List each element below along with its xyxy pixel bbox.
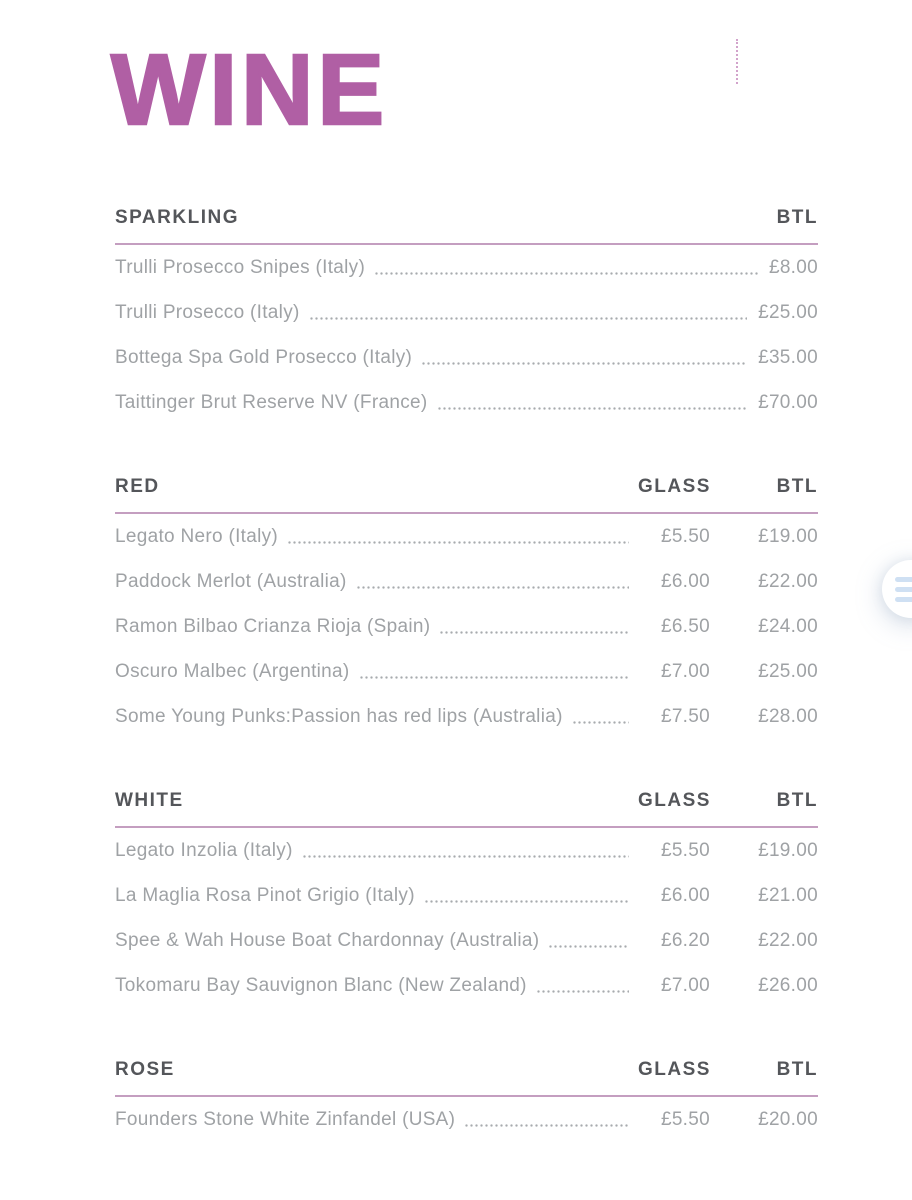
item-name: Trulli Prosecco Snipes (Italy) [115, 256, 366, 278]
menu-section-sparkling [115, 206, 818, 425]
column-header-btl: BTL [776, 1059, 818, 1080]
menu-item-row [115, 918, 818, 963]
menu-item-row [115, 1097, 818, 1142]
dotted-leader [356, 586, 629, 589]
section-header [115, 1058, 818, 1082]
item-name: Tokomaru Bay Sauvignon Blanc (New Zealand) [115, 974, 527, 996]
menu-item-row [115, 245, 818, 290]
menu-item-row [115, 963, 818, 1008]
dotted-leader [437, 407, 748, 410]
item-price-btl: £21.00 [758, 884, 818, 906]
item-price-btl: £22.00 [758, 570, 818, 592]
item-name: Paddock Merlot (Australia) [115, 570, 347, 592]
item-name: Bottega Spa Gold Prosecco (Italy) [115, 346, 413, 368]
section-title: SPARKLING [115, 207, 239, 228]
hamburger-bar [895, 597, 912, 602]
menu-content [111, 0, 818, 1142]
menu-sections [115, 206, 818, 1142]
item-price-glass: £7.00 [660, 974, 710, 996]
dotted-leader [309, 317, 747, 320]
dotted-leader [302, 855, 629, 858]
dotted-leader [464, 1124, 629, 1127]
item-name: Legato Inzolia (Italy) [115, 839, 293, 861]
dotted-leader [287, 541, 629, 544]
item-name: Trulli Prosecco (Italy) [115, 301, 300, 323]
item-name: Legato Nero (Italy) [115, 525, 279, 547]
column-header-glass: GLASS [638, 790, 711, 811]
dotted-leader [421, 362, 747, 365]
item-price-btl: £25.00 [758, 301, 818, 323]
item-name: Ramon Bilbao Crianza Rioja (Spain) [115, 615, 431, 637]
item-price-glass: £6.00 [660, 570, 710, 592]
item-price-btl: £22.00 [758, 929, 818, 951]
item-price-glass: £5.50 [660, 839, 710, 861]
item-name: La Maglia Rosa Pinot Grigio (Italy) [115, 884, 415, 906]
hamburger-bar [895, 587, 912, 592]
item-price-glass: £5.50 [660, 525, 710, 547]
page-title: WINE [111, 34, 389, 146]
column-header-btl: BTL [776, 207, 818, 228]
section-header [115, 206, 818, 230]
item-price-btl: £20.00 [758, 1108, 818, 1130]
section-title: WHITE [115, 790, 184, 811]
dotted-leader [572, 721, 629, 724]
item-price-btl: £26.00 [758, 974, 818, 996]
section-title: RED [115, 476, 160, 497]
item-price-glass: £6.00 [660, 884, 710, 906]
menu-item-row [115, 604, 818, 649]
item-price-btl: £70.00 [758, 391, 818, 413]
menu-section-white [115, 789, 818, 1008]
item-price-btl: £35.00 [758, 346, 818, 368]
menu-item-row [115, 828, 818, 873]
item-price-glass: £7.50 [660, 705, 710, 727]
menu-item-row [115, 514, 818, 559]
item-price-glass: £7.00 [660, 660, 710, 682]
item-price-btl: £24.00 [758, 615, 818, 637]
item-name: Taittinger Brut Reserve NV (France) [115, 391, 428, 413]
section-header [115, 475, 818, 499]
menu-item-row [115, 559, 818, 604]
item-price-btl: £19.00 [758, 525, 818, 547]
item-name: Founders Stone White Zinfandel (USA) [115, 1108, 456, 1130]
menu-item-row [115, 873, 818, 918]
dotted-leader [439, 631, 629, 634]
menu-section-rose [115, 1058, 818, 1142]
menu-fab-button[interactable] [882, 560, 912, 618]
item-price-glass: £6.20 [660, 929, 710, 951]
column-header-glass: GLASS [638, 476, 711, 497]
menu-item-row [115, 649, 818, 694]
menu-item-row [115, 694, 818, 739]
item-price-btl: £19.00 [758, 839, 818, 861]
dotted-leader [374, 272, 758, 275]
hamburger-menu-icon [895, 577, 912, 602]
item-price-btl: £8.00 [768, 256, 818, 278]
item-name: Spee & Wah House Boat Chardonnay (Australia) [115, 929, 540, 951]
item-price-glass: £5.50 [660, 1108, 710, 1130]
item-price-btl: £28.00 [758, 705, 818, 727]
item-name: Some Young Punks:Passion has red lips (Australia) [115, 705, 563, 727]
hamburger-bar [895, 577, 912, 582]
section-title: ROSE [115, 1059, 175, 1080]
menu-item-row [115, 335, 818, 380]
menu-section-red [115, 475, 818, 739]
column-header-glass: GLASS [638, 1059, 711, 1080]
menu-item-row [115, 380, 818, 425]
section-header [115, 789, 818, 813]
item-price-btl: £25.00 [758, 660, 818, 682]
item-name: Oscuro Malbec (Argentina) [115, 660, 350, 682]
column-header-btl: BTL [776, 476, 818, 497]
dotted-leader [359, 676, 629, 679]
dotted-leader [424, 900, 629, 903]
menu-item-row [115, 290, 818, 335]
dotted-leader [548, 945, 629, 948]
dotted-leader [536, 990, 629, 993]
column-header-btl: BTL [776, 790, 818, 811]
item-price-glass: £6.50 [660, 615, 710, 637]
